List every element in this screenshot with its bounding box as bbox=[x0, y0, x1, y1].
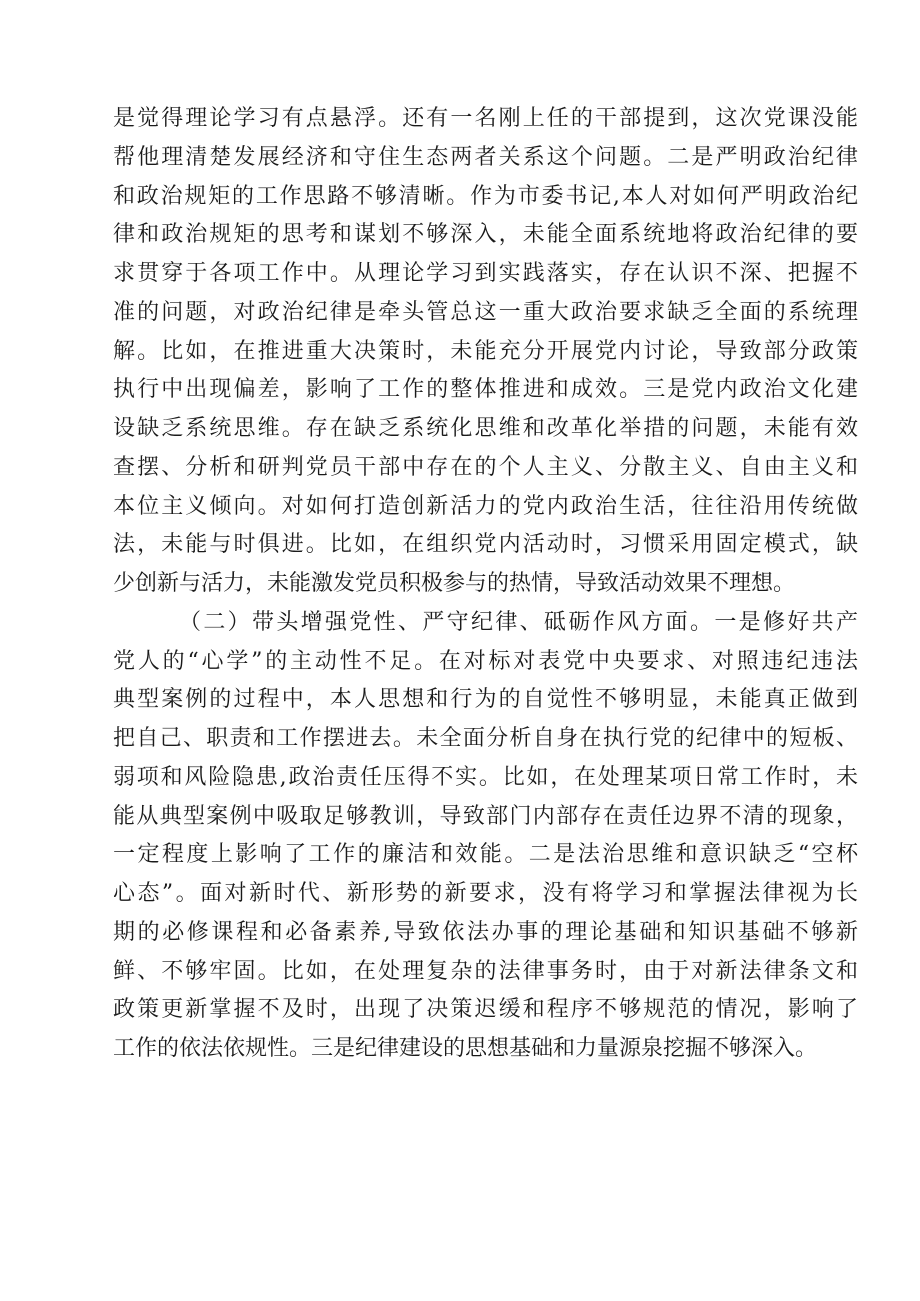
text-line: 求贯穿于各项工作中。从理论学习到实践落实，存在认识不深、把握不 bbox=[113, 261, 858, 286]
text-line: 工作的依法依规性。三是纪律建设的思想基础和力量源泉挖掘不够深入。 bbox=[113, 1036, 818, 1061]
text-line: 帮他理清楚发展经济和守住生态两者关系这个问题。二是严明政治纪律 bbox=[113, 144, 858, 170]
section-heading-line: （二）带头增强党性、严守纪律、砥砺作风方面。一是修好共产 bbox=[179, 609, 858, 635]
text-line: 少创新与活力，未能激发党员积极参与的热情，导致活动效果不理想。 bbox=[113, 571, 796, 596]
text-line: 一定程度上影响了工作的廉洁和效能。二是法治思维和意识缺乏“空杯 bbox=[113, 842, 858, 868]
text-line: 是觉得理论学习有点悬浮。还有一名刚上任的干部提到，这次党课没能 bbox=[113, 106, 858, 131]
text-line: 鲜、不够牢固。比如，在处理复杂的法律事务时，由于对新法律条文和 bbox=[113, 958, 858, 984]
text-line: 和政治规矩的工作思路不够清晰。作为市委书记,本人对如何严明政治纪 bbox=[113, 183, 858, 209]
text-line: 期的必修课程和必备素养,导致依法办事的理论基础和知识基础不够新 bbox=[113, 919, 858, 945]
text-line: 执行中出现偏差，影响了工作的整体推进和成效。三是党内政治文化建 bbox=[113, 377, 858, 403]
paragraph-2 bbox=[113, 604, 858, 1069]
document-body bbox=[113, 100, 858, 1069]
text-line: 党人的“心学”的主动性不足。在对标对表党中央要求、对照违纪违法 bbox=[113, 648, 858, 674]
text-line: 设缺乏系统思维。存在缺乏系统化思维和改革化举措的问题，未能有效 bbox=[113, 416, 858, 441]
text-line: 心态”。面对新时代、新形势的新要求，没有将学习和掌握法律视为长 bbox=[113, 881, 858, 906]
text-line: 法，未能与时俱进。比如，在组织党内活动时，习惯采用固定模式，缺 bbox=[113, 532, 858, 558]
text-line: 弱项和风险隐患,政治责任压得不实。比如，在处理某项日常工作时，未 bbox=[113, 764, 858, 790]
text-line: 律和政治规矩的思考和谋划不够深入，未能全面系统地将政治纪律的要 bbox=[113, 222, 858, 248]
text-line: 解。比如，在推进重大决策时，未能充分开展党内讨论，导致部分政策 bbox=[113, 338, 858, 364]
text-line: 能从典型案例中吸取足够教训，导致部门内部存在责任边界不清的现象， bbox=[113, 803, 858, 829]
text-line: 典型案例的过程中，本人思想和行为的自觉性不够明显，未能真正做到 bbox=[113, 687, 858, 713]
text-line: 准的问题，对政治纪律是牵头管总这一重大政治要求缺乏全面的系统理 bbox=[113, 299, 858, 325]
text-line: 政策更新掌握不及时，出现了决策迟缓和程序不够规范的情况，影响了 bbox=[113, 997, 858, 1023]
text-line: 查摆、分析和研判党员干部中存在的个人主义、分散主义、自由主义和 bbox=[113, 454, 858, 480]
text-line: 本位主义倾向。对如何打造创新活力的党内政治生活，往往沿用传统做 bbox=[113, 493, 858, 519]
paragraph-1 bbox=[113, 100, 858, 604]
text-line: 把自己、职责和工作摆进去。未全面分析自身在执行党的纪律中的短板、 bbox=[113, 726, 858, 751]
